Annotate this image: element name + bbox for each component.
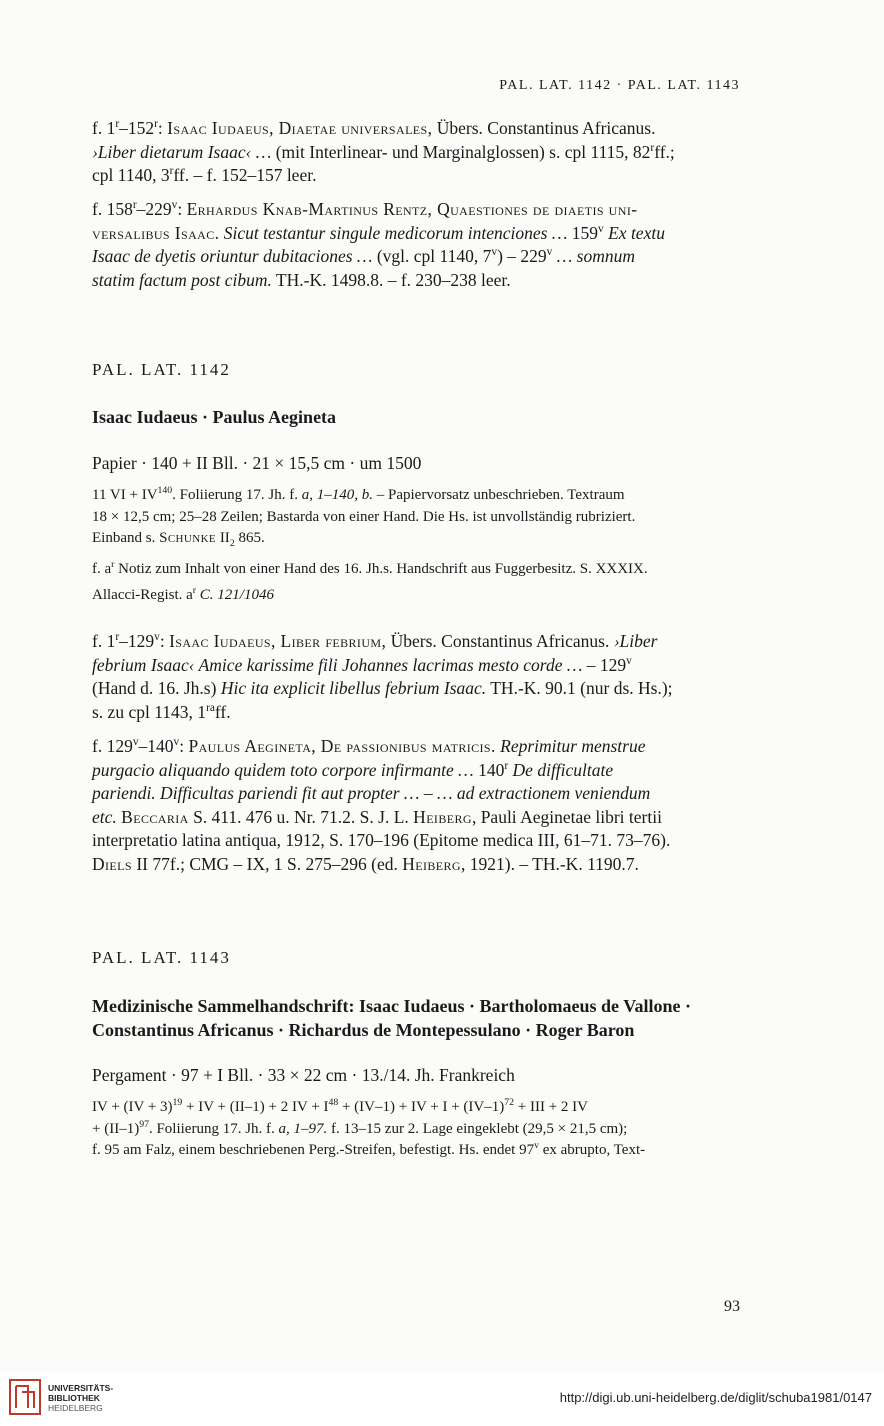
note-fuggerbesitz [92, 559, 740, 581]
text-line: statim factum post cibum. TH.-K. 1498.8. – f. 230–238 leer. [92, 269, 511, 290]
text-line: 18 × 12,5 cm; 25–28 Zeilen; Bastarda von einer Hand. Die Hs. ist unvollständig rubriziert. [92, 508, 636, 525]
paragraph-quaestiones [92, 198, 740, 292]
paragraph-de-passionibus [92, 735, 740, 876]
shelfmark-heading-1143: PAL. LAT. 1143 [92, 948, 231, 967]
paragraph-liber-febrium [92, 630, 740, 724]
text-line: (Hand d. 16. Jh.s) Hic ita explicit libellus febrium Isaac. TH.-K. 90.1 (nur ds. Hs.); [92, 678, 673, 698]
page-number: 93 [724, 1298, 740, 1315]
codicology-1143 [92, 1097, 740, 1162]
codicology-1142 [92, 485, 740, 550]
library-name [48, 1383, 113, 1413]
text-line: ›Liber dietarum Isaac‹ … (mit Interlinear- und Marginalglossen) s. cpl 1115, 82$^r$ff.; [92, 141, 675, 162]
running-head: PAL. LAT. 1142 · PAL. LAT. 1143 [499, 78, 740, 93]
text-line: 11 VI + $IV^{140}$. Foliierung 17. Jh. f. a, 1–140, b. – Papiervorsatz unbeschrieben. Textraum [92, 485, 625, 503]
text-line: f. $a^r$ Notiz zum Inhalt von einer Hand des 16. Jh.s. Handschrift aus Fuggerbesitz. S. XXXIX. [92, 559, 648, 577]
text-line: f. 1$^r$–129$^v$: Isaac Iudaeus, Liber febrium, Übers. Constantinus Africanus. ›Liber [92, 631, 658, 651]
text-line: cpl 1140, 3$^r$ff. – f. 152–157 leer. [92, 165, 317, 185]
text-line: Diels II 77f.; CMG – IX, 1 S. 275–296 (ed. Heiberg, 1921). – TH.-K. 1190.7. [92, 853, 639, 874]
manuscript-title-1142: Isaac Iudaeus · Paulus Aegineta [92, 407, 337, 427]
text-line: Einband s. Schunke $II_2$ 865. [92, 530, 265, 549]
text-line: interpretatio latina antiqua, 1912, S. 170–196 (Epitome medica III, 61–71. 73–76). [92, 830, 671, 850]
shelfmark-heading-1142: PAL. LAT. 1142 [92, 360, 231, 379]
text-line: IV + (IV + 3)$^{19}$ + IV + (II–1) + 2 IV + $I^{48} + (IV-1)$ + IV + $I + (IV-1)^{72}$ + III + 2 IV [92, 1097, 588, 1115]
text-line: s. zu cpl 1143, $1^{ra}ff$. [92, 701, 231, 722]
allacci-register [92, 585, 740, 607]
library-name-line: BIBLIOTHEK [48, 1393, 100, 1403]
manuscript-title-1143 [92, 994, 740, 1042]
physical-description-1143: Pergament · 97 + I Bll. · 33 × 22 cm · 13./14. Jh. Frankreich [92, 1065, 515, 1085]
library-name-line: HEIDELBERG [48, 1403, 103, 1413]
library-name-line: UNIVERSITÄTS- [48, 1383, 114, 1393]
title-line: Medizinische Sammelhandschrift: Isaac Iudaeus · Bartholomaeus de Vallone · [92, 996, 692, 1016]
text-line: Isaac de dyetis oriuntur dubitaciones … (vgl. cpl 1140, 7$^v$) – 229$^v$ … somnum [92, 246, 635, 266]
text-line: + $(II-1)^{97}$. Foliierung 17. Jh. f. a, 1–97. f. 13–15 zur 2. Lage eingeklebt (29,5 × 21,5 cm); [92, 1118, 628, 1137]
text-line: Allacci-Regist. $a^r$ C. 121/1046 [92, 585, 274, 603]
text-line: f. 129$^v$–140$^v$: Paulus Aegineta, De passionibus matricis. Reprimitur menstrue [92, 736, 646, 756]
text-line: febrium Isaac‹ Amice karissime fili Johannes lacrimas mesto corde … – 129$^v$ [92, 654, 632, 675]
text-line: f. 158$^r$–229$^v$: Erhardus Knab-Martinus Rentz, Quaestiones de diaetis uni- [92, 199, 638, 219]
paragraph-diaetae-universales [92, 117, 740, 188]
text-line: pariendi. Difficultas pariendi fit aut propter … – … ad extractionem veniendum [92, 783, 651, 803]
text-line: f. 1$^r$–152$^r$: Isaac Iudaeus, Diaetae universales, Übers. Constantinus Africanus. [92, 118, 656, 138]
title-line: Constantinus Africanus · Richardus de Montepessulano · Roger Baron [92, 1020, 635, 1040]
text-line: etc. Beccaria S. 411. 476 u. Nr. 71.2. S. J. L. Heiberg, Pauli Aeginetae libri tertii [92, 806, 662, 827]
text-line: f. 95 am Falz, einem beschriebenen Perg.-Streifen, befestigt. Hs. endet 97$^v$ ex abrupto, Text- [92, 1140, 646, 1158]
digitization-footer [0, 1372, 884, 1426]
text-line: purgacio aliquando quidem toto corpore infirmante … 140$^r$ De difficultate [92, 759, 614, 780]
source-url-link[interactable]: http://digi.ub.uni-heidelberg.de/diglit/schuba1981/0147 [559, 1390, 872, 1405]
text-line: versalibus Isaac. Sicut testantur singule medicorum intenciones … 159$^v$ Ex textu [92, 222, 665, 243]
library-logo-icon [8, 1378, 42, 1416]
physical-description-1142: Papier · 140 + II Bll. · 21 × 15,5 cm · um 1500 [92, 453, 422, 473]
